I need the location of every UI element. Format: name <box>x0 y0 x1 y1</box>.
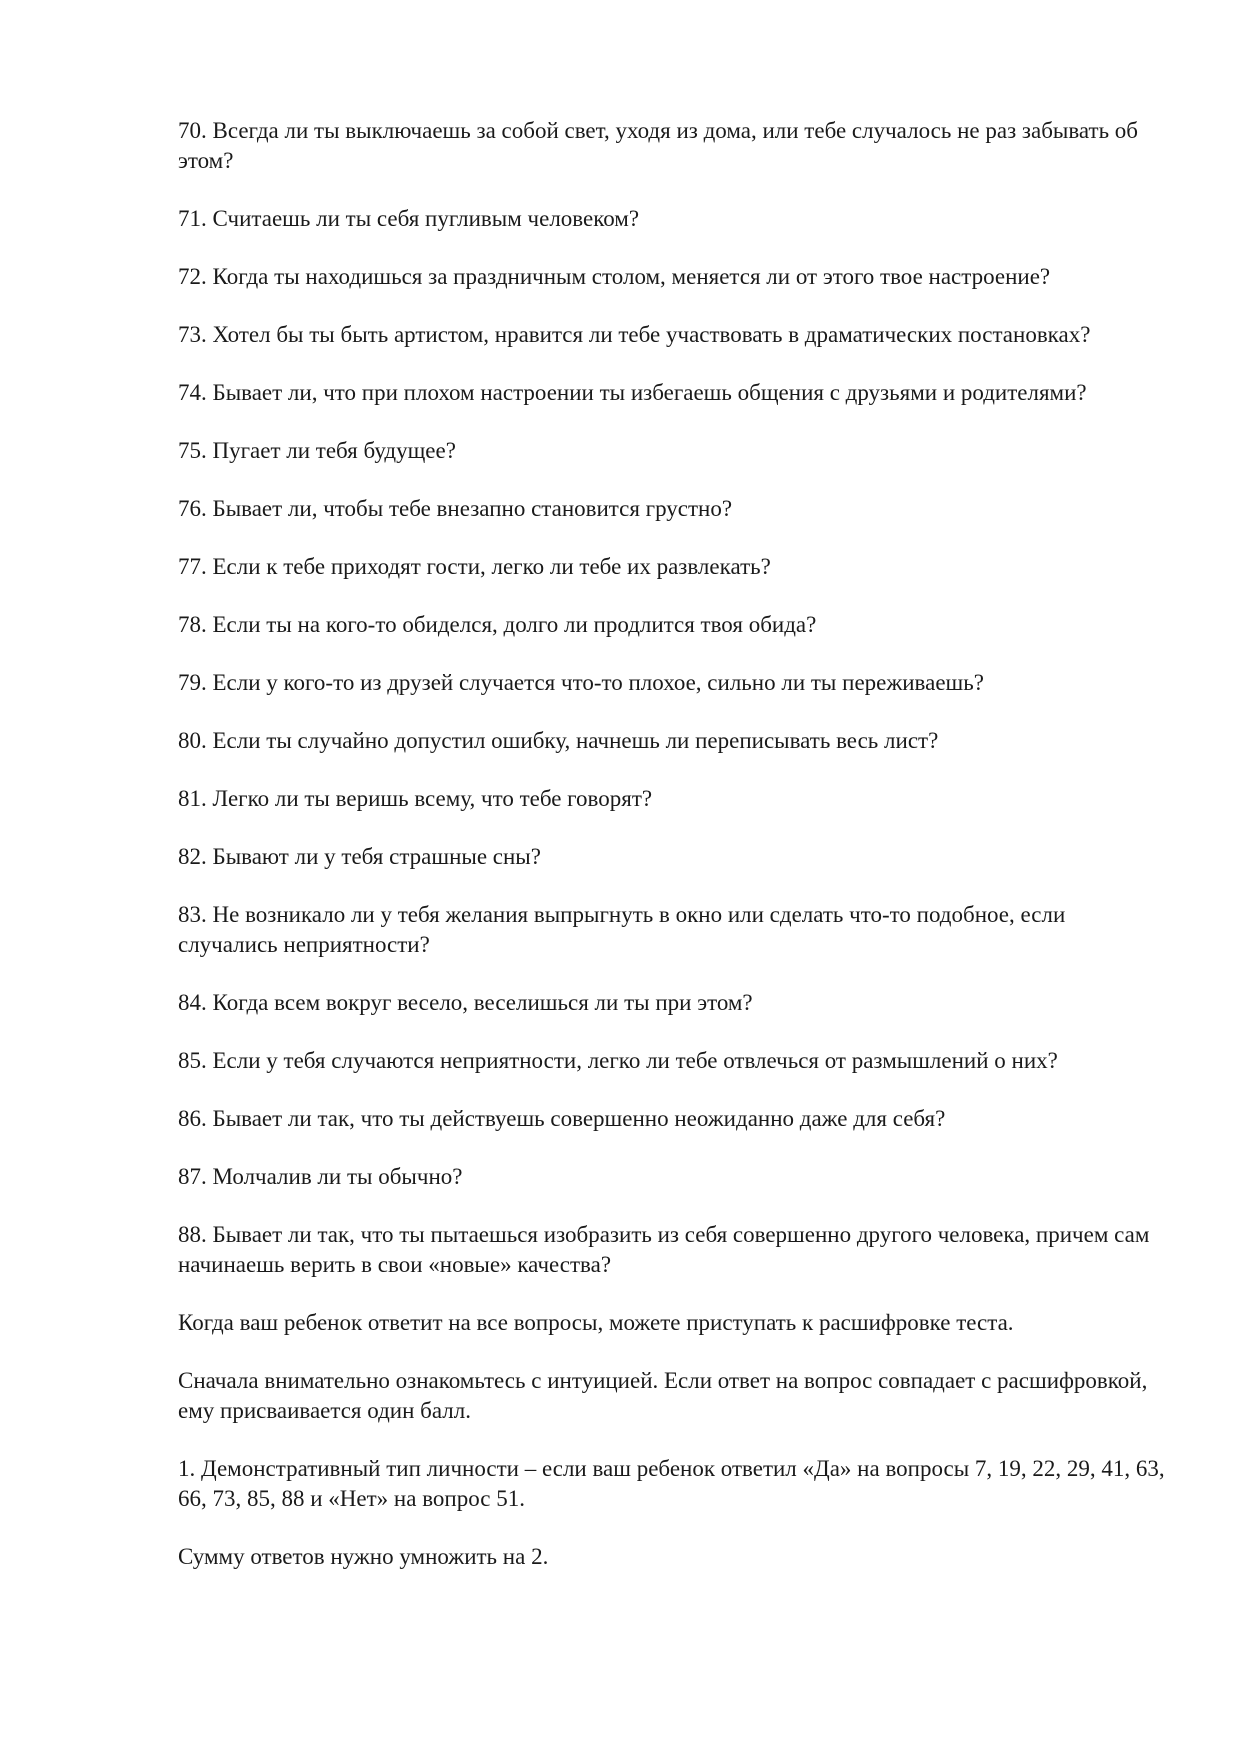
question-88: 88. Бывает ли так, что ты пытаешься изобразить из себя совершенно другого человека, причем сам начинаешь верить в свои «новые» качества? <box>178 1222 1150 1277</box>
question-86: 86. Бывает ли так, что ты действуешь совершенно неожиданно даже для себя? <box>178 1106 946 1131</box>
document-body <box>178 116 1168 1600</box>
instruction-paragraph: Когда ваш ребенок ответит на все вопросы, можете приступать к расшифровке теста. <box>178 1310 1014 1335</box>
question-82: 82. Бывают ли у тебя страшные сны? <box>178 844 541 869</box>
multiply-note-paragraph: Сумму ответов нужно умножить на 2. <box>178 1544 549 1569</box>
question-71: 71. Считаешь ли ты себя пугливым человеком? <box>178 206 640 231</box>
question-79: 79. Если у кого-то из друзей случается что-то плохое, сильно ли ты переживаешь? <box>178 670 984 695</box>
question-72: 72. Когда ты находишься за праздничным столом, меняется ли от этого твое настроение? <box>178 264 1051 289</box>
question-75: 75. Пугает ли тебя будущее? <box>178 438 456 463</box>
question-76: 76. Бывает ли, чтобы тебе внезапно становится грустно? <box>178 496 733 521</box>
question-70: 70. Всегда ли ты выключаешь за собой свет, уходя из дома, или тебе случалось не раз забывать об этом? <box>178 118 1139 173</box>
question-85: 85. Если у тебя случаются неприятности, легко ли тебе отвлечься от размышлений о них? <box>178 1048 1058 1073</box>
question-73: 73. Хотел бы ты быть артистом, нравится ли тебе участвовать в драматических постановках? <box>178 322 1091 347</box>
question-87: 87. Молчалив ли ты обычно? <box>178 1164 463 1189</box>
question-83: 83. Не возникало ли у тебя желания выпрыгнуть в окно или сделать что-то подобное, если случались неприятности? <box>178 902 1066 957</box>
question-84: 84. Когда всем вокруг весело, веселишься ли ты при этом? <box>178 990 753 1015</box>
question-74: 74. Бывает ли, что при плохом настроении ты избегаешь общения с друзьями и родителями? <box>178 380 1087 405</box>
scoring-intro-paragraph: Сначала внимательно ознакомьтесь с интуицией. Если ответ на вопрос совпадает с расшифровкой, ему присваивается один балл. <box>178 1368 1148 1423</box>
question-80: 80. Если ты случайно допустил ошибку, начнешь ли переписывать весь лист? <box>178 728 939 753</box>
demonstrative-type-paragraph: 1. Демонстративный тип личности – если ваш ребенок ответил «Да» на вопросы 7, 19, 22, 29, 41, 63, 66, 73, 85, 88 и «Нет» на вопрос 51. <box>178 1456 1165 1511</box>
question-77: 77. Если к тебе приходят гости, легко ли тебе их развлекать? <box>178 554 771 579</box>
question-78: 78. Если ты на кого-то обиделся, долго ли продлится твоя обида? <box>178 612 817 637</box>
question-81: 81. Легко ли ты веришь всему, что тебе говорят? <box>178 786 653 811</box>
